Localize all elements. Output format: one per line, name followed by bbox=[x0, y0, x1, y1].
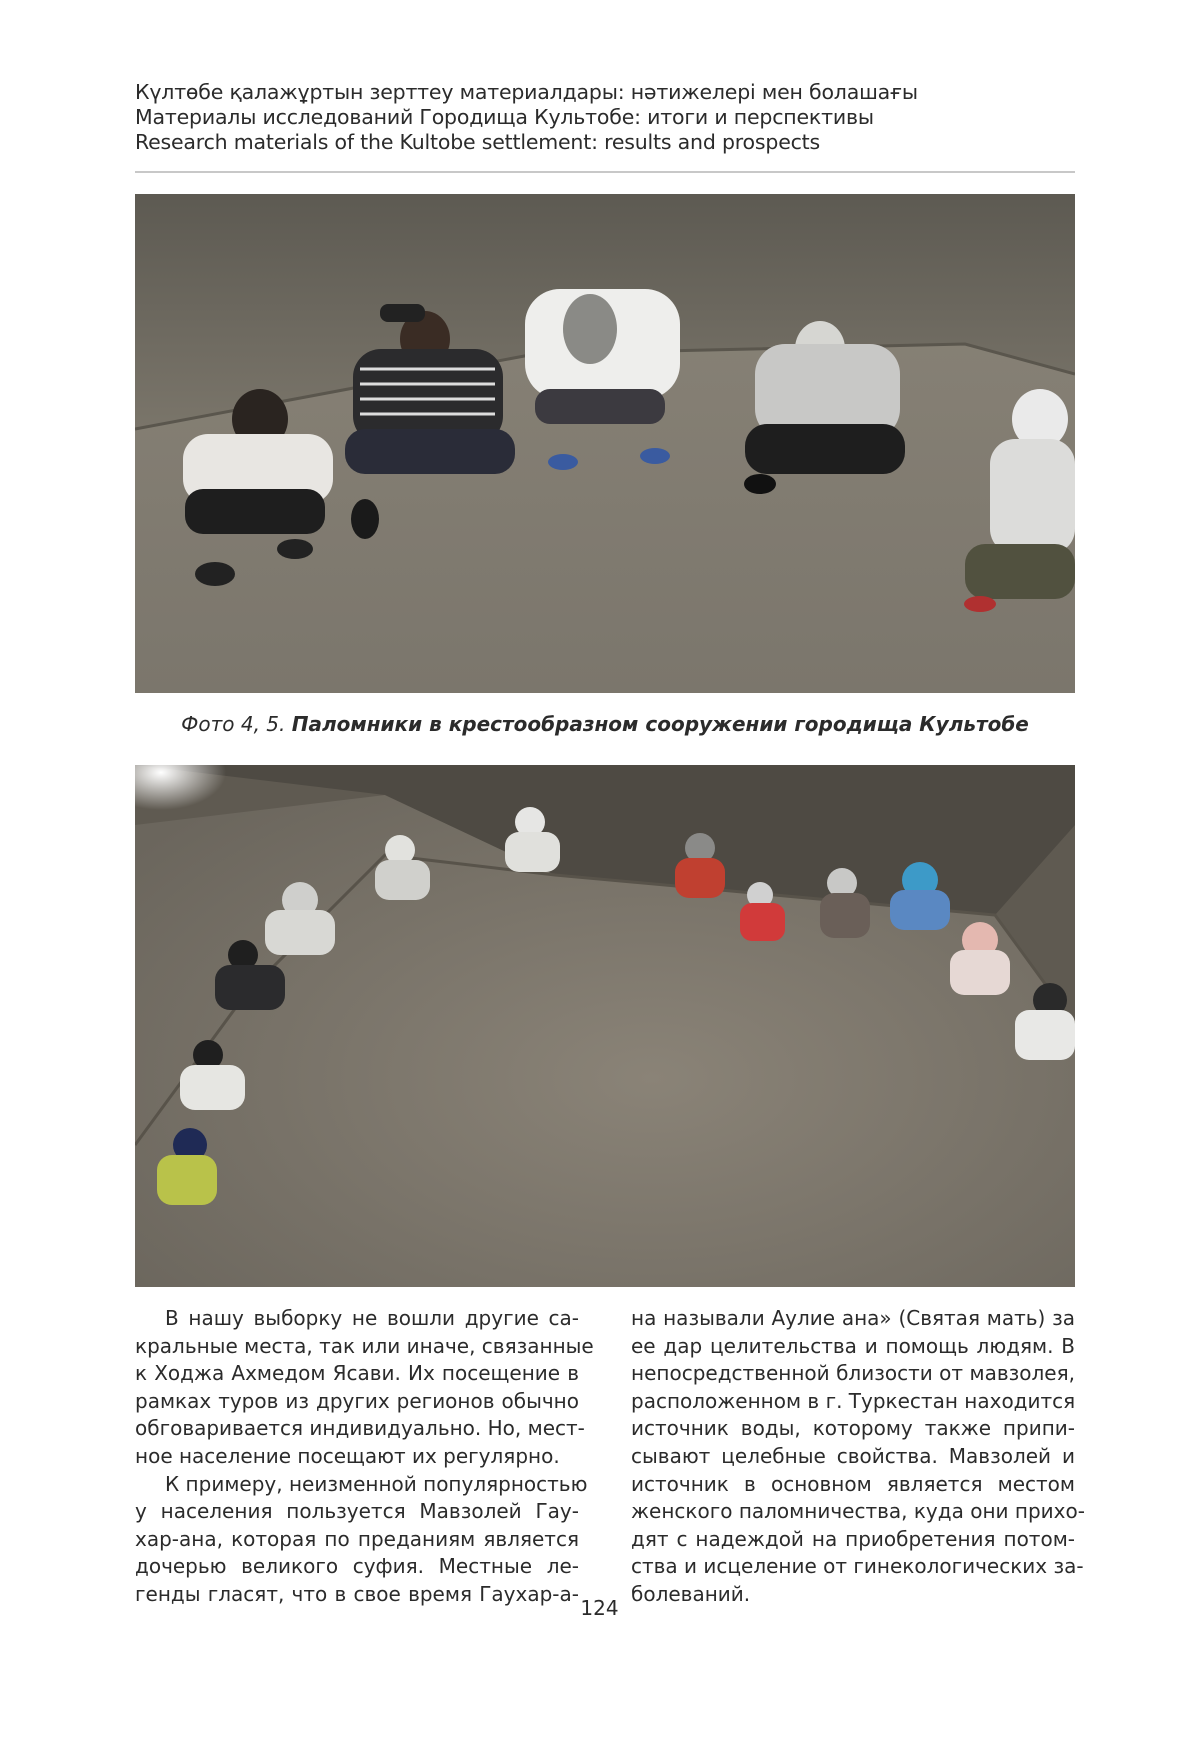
text-line: хар-ана, которая по преданиям является bbox=[135, 1526, 579, 1551]
text-line: непосредственной близости от мавзолея, bbox=[631, 1361, 1075, 1386]
text-line: у населения пользуется Мавзолей Гау- bbox=[135, 1499, 579, 1524]
text-line: обговаривается индивидуально. Но, мест- bbox=[135, 1416, 585, 1441]
text-line: источник в основном является местом bbox=[631, 1471, 1075, 1496]
caption-prefix: Фото 4, 5. bbox=[181, 712, 292, 736]
header-title-en: Research materials of the Kultobe settlement: results and prospects bbox=[135, 130, 820, 154]
text-line: к Ходжа Ахмедом Ясави. Их посещение в bbox=[135, 1361, 579, 1386]
running-header bbox=[135, 80, 1075, 155]
body-text-left-column bbox=[135, 1305, 594, 1609]
text-line: ее дар целительства и помощь людям. В bbox=[631, 1333, 1075, 1358]
text-line: сывают целебные свойства. Мавзолей и bbox=[631, 1443, 1075, 1468]
text-line: расположенном в г. Туркестан находится bbox=[631, 1388, 1076, 1413]
text-line: генды гласят, что в свое время Гаухар-а- bbox=[135, 1581, 579, 1606]
text-line: женского паломничества, куда они прихо- bbox=[631, 1499, 1085, 1524]
photo-pilgrims-overhead bbox=[135, 765, 1075, 1287]
text-line: ства и исцеление от гинекологических за- bbox=[631, 1554, 1084, 1579]
photo-pilgrims-closeup bbox=[135, 194, 1075, 693]
header-title-kz: Күлтөбе қалажұртын зерттеу материалдары: нәтижелері мен болашағы bbox=[135, 80, 918, 104]
text-line: дят с надеждой на приобретения потом- bbox=[631, 1526, 1075, 1551]
text-line: рамках туров из других регионов обычно bbox=[135, 1388, 579, 1413]
header-divider bbox=[135, 171, 1075, 173]
text-line: В нашу выборку не вошли другие са- bbox=[165, 1306, 579, 1330]
text-line: на называли Аулие ана» (Святая мать) за bbox=[631, 1306, 1075, 1330]
figure-caption bbox=[135, 712, 1075, 736]
text-line: дочерью великого суфия. Местные ле- bbox=[135, 1554, 579, 1579]
text-line: болеваний. bbox=[631, 1581, 751, 1606]
text-line: ное население посещают их регулярно. bbox=[135, 1443, 560, 1468]
caption-title: Паломники в крестообразном сооружении городища Культобе bbox=[291, 712, 1029, 736]
page-number: 124 bbox=[580, 1596, 619, 1620]
text-line: К примеру, неизменной популярностью bbox=[165, 1471, 588, 1496]
text-line: источник воды, которому также припи- bbox=[631, 1416, 1075, 1441]
header-title-ru: Материалы исследований Городища Культобе: итоги и перспективы bbox=[135, 105, 874, 129]
text-line: кральные места, так или иначе, связанные bbox=[135, 1333, 594, 1358]
body-text-right-column bbox=[631, 1305, 1085, 1609]
